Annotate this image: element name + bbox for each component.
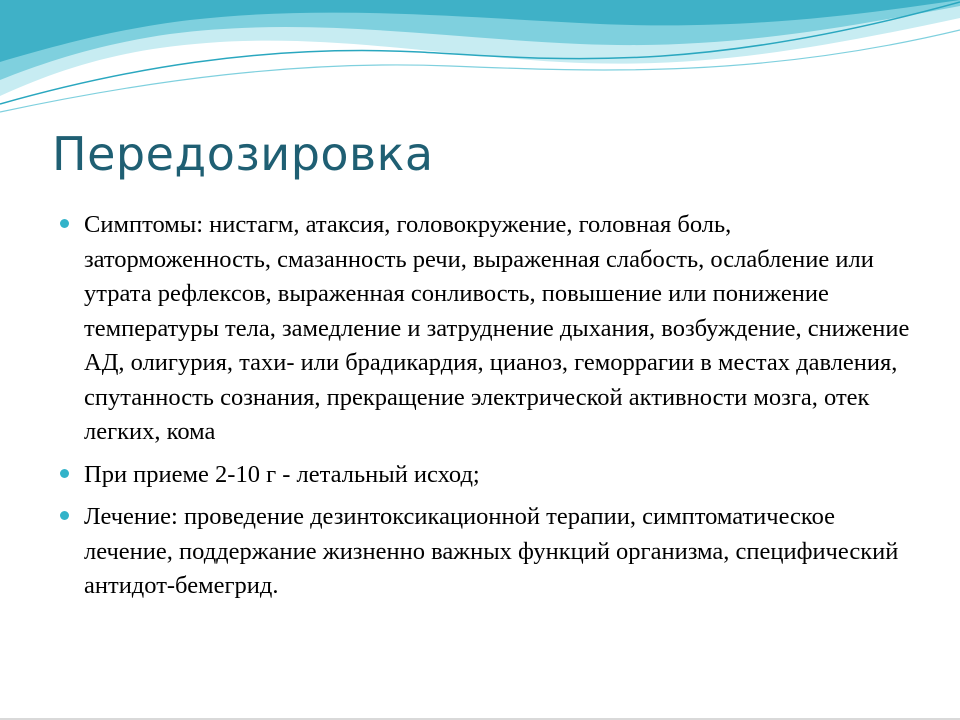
slide-title: Передозировка: [52, 127, 434, 181]
bullet-item-lethal-dose: [60, 458, 910, 493]
bullet-dot-icon: [60, 511, 69, 520]
bullet-text: При приеме 2-10 г - летальный исход;: [84, 460, 480, 488]
bullet-text: Лечение: проведение дезинтоксикационной терапии, симптоматическое лечение, поддержание жизненно важных функций организма, специфический антидот-бемегрид.: [84, 503, 899, 599]
bullet-item-treatment: [60, 500, 910, 604]
bullet-text: Симптомы: нистагм, атаксия, головокружение, головная боль, заторможенность, смазанность речи, выраженная слабость, ослабление или утрата рефлексов, выраженная сонливость, повышение или понижение температуры тела, замедление и затруднение дыхания, возбуждение, снижение АД, олигурия, тахи- или брадикардия, цианоз, геморрагии в местах давления, спутанность сознания, прекращение электрической активности мозга, отек легких, кома: [84, 211, 910, 445]
bullet-list: [60, 208, 910, 612]
header-wave-decoration: [0, 0, 960, 120]
bullet-dot-icon: [60, 219, 69, 228]
bullet-dot-icon: [60, 469, 69, 478]
bullet-item-symptoms: [60, 208, 910, 450]
